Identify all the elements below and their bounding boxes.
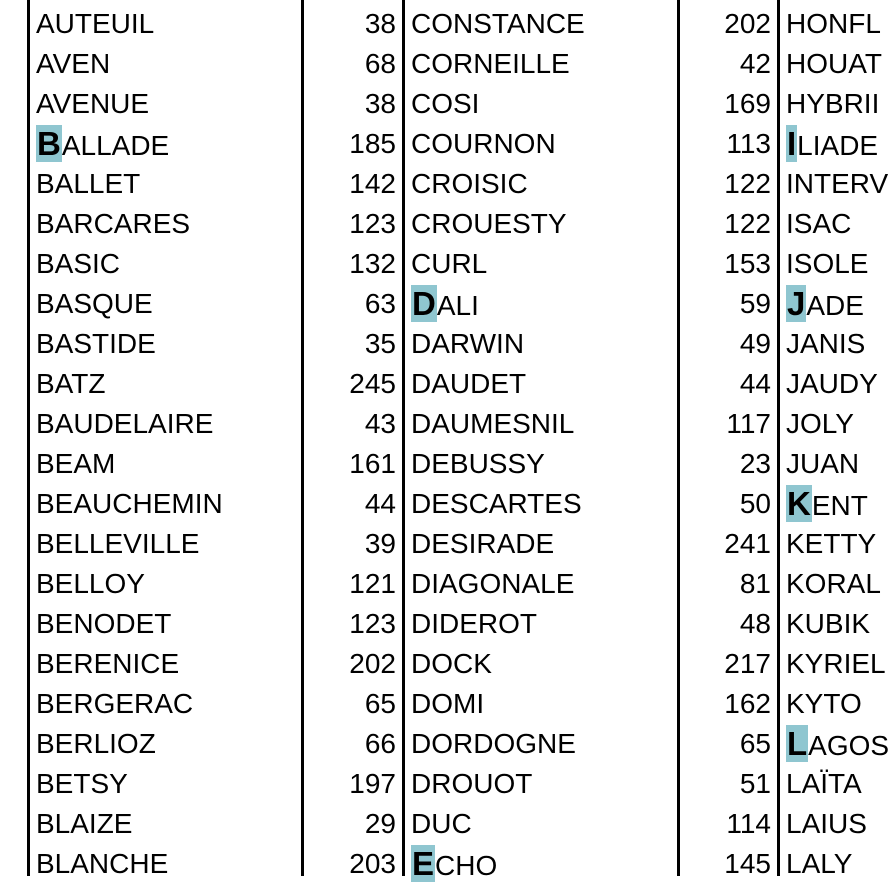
index-entry-name: LAÏTA xyxy=(786,768,862,799)
index-row xyxy=(36,764,301,804)
index-entry-page: 145 xyxy=(724,848,771,879)
index-row xyxy=(36,284,301,324)
index-entry-name: BELLOY xyxy=(36,568,145,599)
index-entry-page: 38 xyxy=(364,8,396,39)
index-row xyxy=(679,684,777,724)
index-row xyxy=(786,724,889,764)
index-row xyxy=(36,324,301,364)
index-row xyxy=(36,124,301,164)
index-row xyxy=(679,164,777,204)
index-entry-name: KETTY xyxy=(786,528,877,559)
index-entry-name: AVENUE xyxy=(36,88,150,119)
index-row xyxy=(36,44,301,84)
index-row xyxy=(303,204,402,244)
index-row xyxy=(411,204,676,244)
index-entry-page: 123 xyxy=(349,608,396,639)
index-entry-name-rest: CHO xyxy=(435,850,498,881)
index-entry-page: 217 xyxy=(724,648,771,679)
index-entry-page: 162 xyxy=(724,688,771,719)
index-entry-page: 142 xyxy=(349,168,396,199)
index-row xyxy=(411,444,676,484)
index-row xyxy=(36,164,301,204)
index-row xyxy=(679,764,777,804)
index-row xyxy=(303,4,402,44)
index-entry-name xyxy=(411,844,497,886)
index-row xyxy=(303,324,402,364)
index-row xyxy=(679,204,777,244)
index-row xyxy=(679,604,777,644)
index-entry-page: 122 xyxy=(724,208,771,239)
index-entry-name-rest: LIADE xyxy=(797,130,879,161)
index-entry-page: 202 xyxy=(724,8,771,39)
index-entry-page: 153 xyxy=(724,248,771,279)
index-row xyxy=(786,804,875,844)
index-row xyxy=(786,84,880,124)
index-row xyxy=(786,364,878,404)
index-entry-name: DAUDET xyxy=(411,368,527,399)
index-row xyxy=(303,84,402,124)
index-row xyxy=(679,804,777,844)
index-entry-name: BASIC xyxy=(36,248,121,279)
index-row xyxy=(679,244,777,284)
index-entry-name: HYBRII xyxy=(786,88,880,119)
index-row xyxy=(303,124,402,164)
index-entry-name: JANIS xyxy=(786,328,866,359)
name-column-3 xyxy=(786,4,889,884)
index-entry-name: CONSTANCE xyxy=(411,8,585,39)
index-row xyxy=(411,324,676,364)
index-row xyxy=(411,684,676,724)
index-row xyxy=(411,44,676,84)
index-entry-name: ISAC xyxy=(786,208,852,239)
index-row xyxy=(679,444,777,484)
index-entry-page: 65 xyxy=(739,728,771,759)
index-entry-name: BASTIDE xyxy=(36,328,156,359)
index-entry-name-rest: AGOS xyxy=(808,730,889,761)
index-entry-name: DESCARTES xyxy=(411,488,582,519)
index-row xyxy=(303,604,402,644)
index-entry-name: BERENICE xyxy=(36,648,180,679)
index-row xyxy=(411,4,676,44)
index-row xyxy=(786,764,875,804)
index-entry-name-rest: ENT xyxy=(811,490,868,521)
index-entry-name: CORNEILLE xyxy=(411,48,570,79)
index-entry-name: BENODET xyxy=(36,608,172,639)
index-entry-name: DESIRADE xyxy=(411,528,555,559)
index-row xyxy=(411,804,676,844)
index-entry-name: INTERV xyxy=(786,168,889,199)
index-row xyxy=(411,724,676,764)
index-row xyxy=(36,484,301,524)
index-entry-name: KYRIEL xyxy=(786,648,886,679)
index-entry-name: BALLET xyxy=(36,168,141,199)
index-entry-page: 66 xyxy=(364,728,396,759)
index-row xyxy=(679,484,777,524)
index-row xyxy=(786,644,886,684)
index-row xyxy=(411,524,676,564)
index-entry-page: 38 xyxy=(364,88,396,119)
index-entry-page: 197 xyxy=(349,768,396,799)
index-entry-name xyxy=(36,124,169,166)
index-row xyxy=(679,844,777,884)
index-row xyxy=(679,564,777,604)
index-row xyxy=(303,804,402,844)
index-entry-page: 241 xyxy=(724,528,771,559)
index-row xyxy=(411,244,676,284)
index-entry-name: BETSY xyxy=(36,768,128,799)
index-row xyxy=(786,444,875,484)
index-entry-name xyxy=(411,284,479,326)
index-row xyxy=(411,404,676,444)
index-entry-name xyxy=(786,284,864,326)
index-entry-page: 63 xyxy=(364,288,396,319)
index-entry-name: DAUMESNIL xyxy=(411,408,575,439)
index-entry-name: DROUOT xyxy=(411,768,533,799)
index-row xyxy=(679,124,777,164)
index-entry-page: 169 xyxy=(724,88,771,119)
index-entry-page: 35 xyxy=(364,328,396,359)
index-entry-page: 161 xyxy=(349,448,396,479)
index-entry-page: 202 xyxy=(349,648,396,679)
index-row xyxy=(411,644,676,684)
section-letter-highlight: J xyxy=(787,285,806,322)
index-entry-name: BAUDELAIRE xyxy=(36,408,214,439)
index-entry-name: BEAM xyxy=(36,448,116,479)
index-row xyxy=(786,564,881,604)
index-row xyxy=(36,84,301,124)
index-entry-name: AVEN xyxy=(36,48,111,79)
section-letter-highlight: B xyxy=(37,125,61,162)
index-row xyxy=(36,364,301,404)
index-entry-page: 29 xyxy=(364,808,396,839)
section-letter-highlight: K xyxy=(787,485,811,522)
index-entry-name: CROISIC xyxy=(411,168,528,199)
index-entry-name xyxy=(786,124,878,166)
index-entry-name: BLAIZE xyxy=(36,808,133,839)
index-entry-name xyxy=(786,724,889,766)
index-row xyxy=(411,604,676,644)
index-row xyxy=(36,844,301,884)
index-entry-page: 121 xyxy=(349,568,396,599)
index-entry-name: DEBUSSY xyxy=(411,448,545,479)
index-row xyxy=(411,164,676,204)
index-entry-name-rest: ADE xyxy=(806,290,864,321)
index-row xyxy=(303,724,402,764)
index-entry-name: BASQUE xyxy=(36,288,153,319)
index-entry-page: 122 xyxy=(724,168,771,199)
index-entry-page: 123 xyxy=(349,208,396,239)
index-row xyxy=(411,284,676,324)
index-row xyxy=(679,44,777,84)
index-row xyxy=(303,244,402,284)
index-entry-name: AUTEUIL xyxy=(36,8,155,39)
index-row xyxy=(36,684,301,724)
index-entry-name: HOUAT xyxy=(786,48,882,79)
index-entry-page: 113 xyxy=(726,128,771,159)
index-row xyxy=(786,124,879,164)
index-entry-name: JOLY xyxy=(786,408,854,439)
index-entry-name: BLANCHE xyxy=(36,848,169,879)
index-entry-name: DIAGONALE xyxy=(411,568,575,599)
index-row xyxy=(36,804,301,844)
index-entry-name: CURL xyxy=(411,248,488,279)
index-row xyxy=(36,724,301,764)
index-row xyxy=(786,484,875,524)
page-column-2 xyxy=(679,4,777,884)
index-row xyxy=(36,4,301,44)
index-row xyxy=(786,284,875,324)
index-entry-name: BATZ xyxy=(36,368,106,399)
index-row xyxy=(679,724,777,764)
index-entry-name: DOMI xyxy=(411,688,485,719)
index-entry-name: BELLEVILLE xyxy=(36,528,200,559)
index-row xyxy=(303,484,402,524)
index-row xyxy=(786,204,875,244)
index-row xyxy=(36,404,301,444)
index-row xyxy=(786,604,875,644)
index-entry-name: DARWIN xyxy=(411,328,525,359)
index-row xyxy=(786,324,875,364)
index-row xyxy=(411,364,676,404)
index-row xyxy=(303,844,402,884)
index-entry-name: JUAN xyxy=(786,448,860,479)
index-entry-page: 117 xyxy=(726,408,771,439)
index-row xyxy=(411,124,676,164)
page-column-1 xyxy=(303,4,402,884)
index-entry-page: 132 xyxy=(349,248,396,279)
index-row xyxy=(303,764,402,804)
index-entry-name: DIDEROT xyxy=(411,608,537,639)
index-entry-name: KYTO xyxy=(786,688,862,719)
index-row xyxy=(786,684,875,724)
index-entry-page: 42 xyxy=(739,48,771,79)
index-row xyxy=(679,284,777,324)
index-row xyxy=(786,164,889,204)
index-row xyxy=(411,484,676,524)
index-entry-name: KORAL xyxy=(786,568,881,599)
index-entry-page: 50 xyxy=(739,488,771,519)
index-entry-page: 44 xyxy=(364,488,396,519)
index-entry-page: 114 xyxy=(726,808,771,839)
index-entry-page: 49 xyxy=(739,328,771,359)
index-entry-page: 245 xyxy=(349,368,396,399)
index-row xyxy=(679,524,777,564)
index-row xyxy=(303,44,402,84)
index-row xyxy=(679,324,777,364)
index-entry-page: 81 xyxy=(739,568,771,599)
index-entry-name: BERGERAC xyxy=(36,688,194,719)
index-row xyxy=(679,404,777,444)
index-entry-name: LALY xyxy=(786,848,853,879)
index-row xyxy=(679,644,777,684)
column-divider xyxy=(27,0,30,876)
index-row xyxy=(303,444,402,484)
index-entry-page: 68 xyxy=(364,48,396,79)
index-row xyxy=(36,244,301,284)
index-entry-name: HONFL xyxy=(786,8,881,39)
index-entry-page: 203 xyxy=(349,848,396,879)
index-entry-page: 43 xyxy=(364,408,396,439)
index-row xyxy=(679,364,777,404)
index-entry-name: BARCARES xyxy=(36,208,191,239)
index-row xyxy=(303,404,402,444)
index-row xyxy=(786,4,881,44)
index-row xyxy=(36,204,301,244)
index-entry-page: 44 xyxy=(739,368,771,399)
index-row xyxy=(679,84,777,124)
index-row xyxy=(411,564,676,604)
index-entry-page: 59 xyxy=(739,288,771,319)
index-entry-name: DOCK xyxy=(411,648,492,679)
index-entry-page: 65 xyxy=(364,688,396,719)
name-column-2 xyxy=(411,4,676,884)
index-row xyxy=(786,404,875,444)
column-divider xyxy=(777,0,780,876)
index-entry-page: 185 xyxy=(349,128,396,159)
index-entry-name-rest: ALLADE xyxy=(61,130,170,161)
index-row xyxy=(303,684,402,724)
index-row xyxy=(36,604,301,644)
section-letter-highlight: I xyxy=(787,125,797,162)
index-row xyxy=(411,84,676,124)
section-letter-highlight: E xyxy=(412,845,435,882)
index-entry-name: LAIUS xyxy=(786,808,867,839)
index-row xyxy=(679,4,777,44)
index-row xyxy=(786,244,875,284)
section-letter-highlight: L xyxy=(787,725,808,762)
index-row xyxy=(36,444,301,484)
name-column-1 xyxy=(36,4,301,884)
index-entry-page: 23 xyxy=(739,448,771,479)
index-entry-name: KUBIK xyxy=(786,608,871,639)
index-entry-page: 48 xyxy=(739,608,771,639)
index-entry-name: CROUESTY xyxy=(411,208,567,239)
index-row xyxy=(786,844,875,884)
index-row xyxy=(411,844,676,884)
index-row xyxy=(303,564,402,604)
index-entry-name: JAUDY xyxy=(786,368,878,399)
index-row xyxy=(303,644,402,684)
index-row xyxy=(36,564,301,604)
section-letter-highlight: D xyxy=(412,285,436,322)
index-entry-page: 51 xyxy=(739,768,771,799)
index-entry-name: DUC xyxy=(411,808,472,839)
index-entry-name: COURNON xyxy=(411,128,556,159)
index-entry-name-rest: ALI xyxy=(436,290,479,321)
column-divider xyxy=(402,0,405,876)
index-row xyxy=(411,764,676,804)
index-row xyxy=(786,524,875,564)
index-entry-name xyxy=(786,484,868,526)
index-row xyxy=(786,44,882,84)
index-entry-name: COSI xyxy=(411,88,480,119)
index-entry-name: ISOLE xyxy=(786,248,869,279)
index-entry-name: BERLIOZ xyxy=(36,728,156,759)
index-row xyxy=(303,524,402,564)
index-row xyxy=(303,284,402,324)
index-entry-page: 39 xyxy=(364,528,396,559)
index-row xyxy=(303,164,402,204)
index-entry-name: DORDOGNE xyxy=(411,728,576,759)
index-row xyxy=(303,364,402,404)
index-entry-name: BEAUCHEMIN xyxy=(36,488,223,519)
index-row xyxy=(36,644,301,684)
index-row xyxy=(36,524,301,564)
